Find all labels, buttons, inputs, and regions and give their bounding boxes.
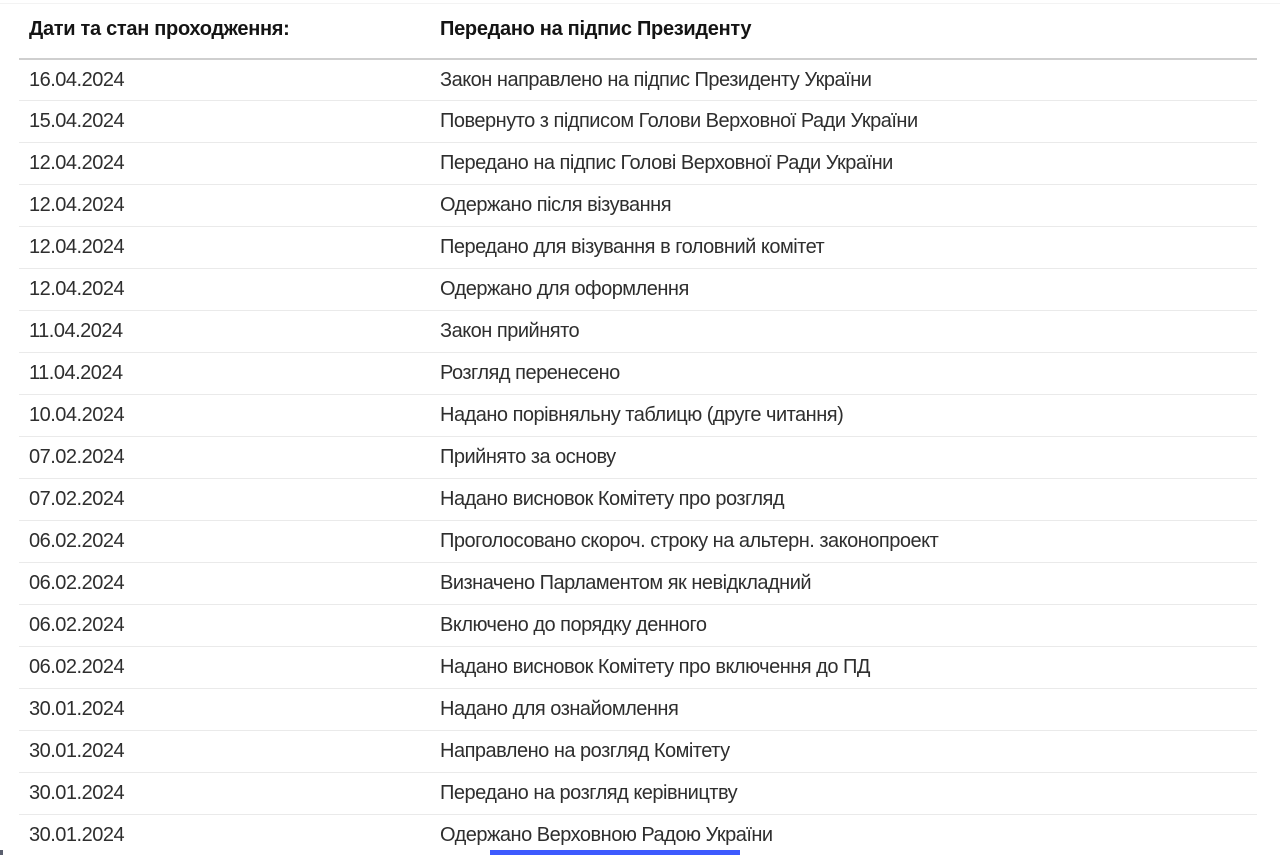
- row-status-text: Надано висновок Комітету про включення до ПД: [440, 656, 870, 678]
- row-date: 06.02.2024: [29, 530, 125, 552]
- header-dates-and-status: Дати та стан проходження:: [29, 17, 290, 40]
- row-status-text: Закон прийнято: [440, 320, 580, 342]
- row-status-text: Надано для ознайомлення: [440, 698, 679, 720]
- row-date: 12.04.2024: [29, 236, 125, 258]
- table-header-row: [19, 0, 1257, 58]
- row-date: 10.04.2024: [29, 404, 125, 426]
- page-edge-artifact: [0, 850, 3, 855]
- row-status-text: Включено до порядку денного: [440, 614, 707, 636]
- row-status-text: Прийнято за основу: [440, 446, 616, 468]
- table-row: [19, 646, 1257, 688]
- table-row: [19, 394, 1257, 436]
- row-date: 06.02.2024: [29, 572, 125, 594]
- table-row: [19, 310, 1257, 352]
- row-date: 11.04.2024: [29, 320, 123, 342]
- table-row: [19, 352, 1257, 394]
- header-current-status: Передано на підпис Президенту: [440, 17, 752, 40]
- row-status-text: Одержано після візування: [440, 194, 672, 216]
- row-date: 07.02.2024: [29, 446, 125, 468]
- bill-status-table: [19, 0, 1257, 856]
- table-row: [19, 730, 1257, 772]
- row-date: 30.01.2024: [29, 782, 125, 804]
- table-body: [19, 58, 1257, 856]
- row-date: 12.04.2024: [29, 152, 125, 174]
- row-status-text: Проголосовано скороч. строку на альтерн. законопроект: [440, 530, 939, 552]
- row-date: 07.02.2024: [29, 488, 125, 510]
- row-status-text: Передано на підпис Голові Верховної Ради України: [440, 152, 893, 174]
- row-status-text: Надано порівняльну таблицю (друге читання): [440, 404, 844, 426]
- row-date: 06.02.2024: [29, 614, 125, 636]
- row-date: 30.01.2024: [29, 698, 125, 720]
- row-status-text: Повернуто з підписом Голови Верховної Ради України: [440, 110, 918, 132]
- row-date: 11.04.2024: [29, 362, 123, 384]
- table-row: [19, 184, 1257, 226]
- table-row: [19, 226, 1257, 268]
- row-status-text: Передано для візування в головний комітет: [440, 236, 825, 258]
- row-date: 16.04.2024: [29, 68, 125, 91]
- row-date: 12.04.2024: [29, 278, 125, 300]
- bottom-blue-bar: [490, 850, 740, 855]
- table-row: [19, 688, 1257, 730]
- row-status-text: Розгляд перенесено: [440, 362, 620, 384]
- table-row: [19, 562, 1257, 604]
- table-row: [19, 58, 1257, 100]
- row-date: 15.04.2024: [29, 110, 125, 132]
- table-row: [19, 520, 1257, 562]
- row-status-text: Визначено Парламентом як невідкладний: [440, 572, 812, 594]
- row-status-text: Надано висновок Комітету про розгляд: [440, 488, 785, 510]
- row-date: 06.02.2024: [29, 656, 125, 678]
- table-row: [19, 268, 1257, 310]
- row-date: 12.04.2024: [29, 194, 125, 216]
- table-row: [19, 436, 1257, 478]
- table-row: [19, 772, 1257, 814]
- table-row: [19, 478, 1257, 520]
- table-row: [19, 100, 1257, 142]
- row-date: 30.01.2024: [29, 824, 125, 846]
- row-status-text: Закон направлено на підпис Президенту України: [440, 68, 872, 91]
- row-date: 30.01.2024: [29, 740, 125, 762]
- row-status-text: Передано на розгляд керівництву: [440, 782, 738, 804]
- row-status-text: Одержано Верховною Радою України: [440, 824, 773, 846]
- row-status-text: Направлено на розгляд Комітету: [440, 740, 730, 762]
- table-row: [19, 142, 1257, 184]
- table-row: [19, 604, 1257, 646]
- row-status-text: Одержано для оформлення: [440, 278, 689, 300]
